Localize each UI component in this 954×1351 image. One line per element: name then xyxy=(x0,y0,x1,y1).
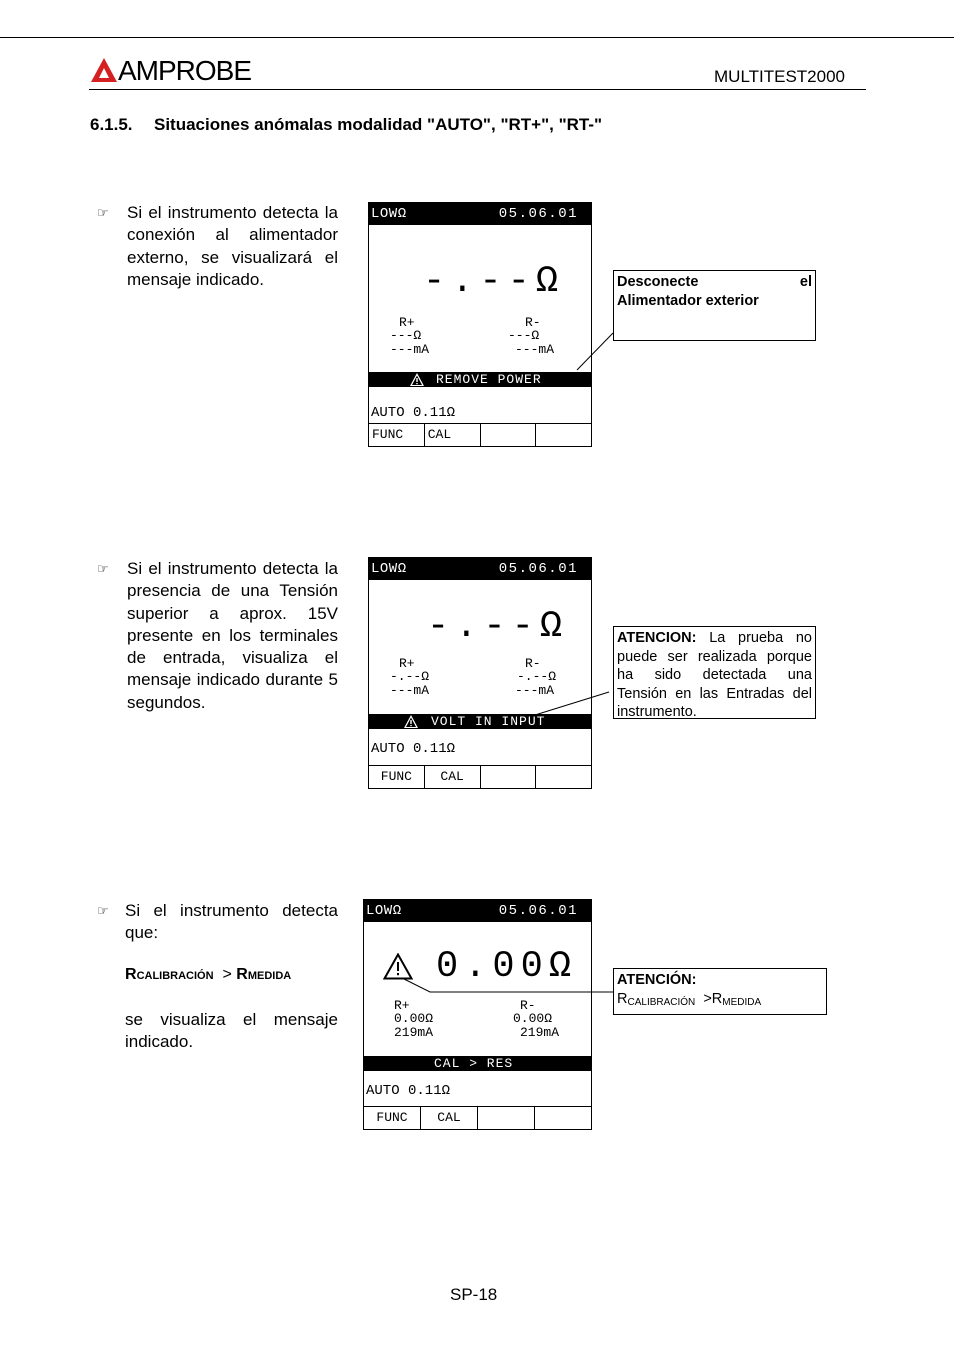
fkey-func: FUNC xyxy=(364,1107,421,1129)
lcd-date: 05.06.01 xyxy=(498,206,578,222)
fkey-cal: CAL xyxy=(425,766,481,788)
connector-line-2 xyxy=(535,692,609,715)
brand-name: AMPROBE xyxy=(118,55,252,86)
lcd-date: 05.06.01 xyxy=(498,903,578,919)
formula-r1: R xyxy=(125,966,137,983)
pointing-hand-icon: ☞ xyxy=(97,561,109,576)
pointing-hand-icon: ☞ xyxy=(97,205,109,220)
fkey-func: FUNC xyxy=(369,766,425,788)
rminus-label: R- xyxy=(525,315,541,330)
rplus-label: R+ xyxy=(399,315,415,330)
paragraph-3-outro: se visualiza el mensaje indicado. xyxy=(125,1010,338,1052)
section-title: Situaciones anómalas modalidad "AUTO", "RT+", "RT-" xyxy=(154,115,603,134)
lcd-auto-line: AUTO 0.11Ω xyxy=(371,405,456,421)
rplus-value: 0.00Ω xyxy=(394,1011,434,1026)
model-name: MULTITEST2000 xyxy=(714,67,846,86)
page-number: SP-18 xyxy=(450,1285,498,1304)
rplus-label: R+ xyxy=(399,656,415,671)
formula-r2: R xyxy=(236,966,248,983)
callout-gt: >R xyxy=(703,990,723,1007)
lcd-main-value: -.--Ω xyxy=(427,606,569,648)
lcd-main-value: -.--Ω xyxy=(423,261,565,303)
connector-line-3 xyxy=(404,979,613,992)
callout-sub1: CALIBRACIÓN xyxy=(627,996,696,1008)
rplus-value: -.--Ω xyxy=(390,669,430,684)
formula-sub1: CALIBRACIÓN xyxy=(136,970,214,982)
callout-word-2: el xyxy=(799,274,812,290)
formula-gt: > xyxy=(222,966,232,983)
lcd-banner-text: CAL > RES xyxy=(434,1056,514,1071)
rminus-current: ---mA xyxy=(515,683,555,698)
callout-r1: R xyxy=(617,990,628,1007)
lcd-mode: LOWΩ xyxy=(366,903,402,919)
fkey-func: FUNC xyxy=(369,424,425,446)
paragraph-3-intro: Si el instrumento detecta que: xyxy=(125,901,338,943)
rplus-current: 219mA xyxy=(394,1025,434,1040)
rplus-label: R+ xyxy=(394,998,410,1013)
rminus-value: 0.00Ω xyxy=(513,1011,553,1026)
rminus-value: -.--Ω xyxy=(517,669,557,684)
lcd-banner-text: REMOVE POWER xyxy=(436,372,542,387)
rminus-value: ---Ω xyxy=(508,328,540,343)
rminus-current: ---mA xyxy=(515,342,555,357)
paragraph-1: Si el instrumento detecta la conexión al alimentador externo, se visualizará el mensaje indicado. xyxy=(127,203,338,289)
rminus-label: R- xyxy=(525,656,541,671)
rplus-current: ---mA xyxy=(390,342,430,357)
fkey-cal: CAL xyxy=(421,1107,478,1129)
lcd-date: 05.06.01 xyxy=(498,561,578,577)
lcd-banner-text: VOLT IN INPUT xyxy=(431,714,546,729)
pointing-hand-icon: ☞ xyxy=(97,903,109,918)
rminus-current: 219mA xyxy=(520,1025,560,1040)
rplus-value: ---Ω xyxy=(390,328,422,343)
section-number: 6.1.5. xyxy=(90,115,133,134)
callout-bold-label: ATENCION: xyxy=(617,630,697,646)
callout-body: La prueba no puede ser realizada porque ha sido detectada una Tensión en las Entradas del instrumento. xyxy=(617,630,812,720)
paragraph-2: Si el instrumento detecta la presencia de una Tensión superior a aprox. 15V presente en los terminales de entrada, visualiza el mensaje indicado durante 5 segundos. xyxy=(127,559,338,712)
lcd-auto-line: AUTO 0.11Ω xyxy=(366,1083,451,1099)
rplus-current: ---mA xyxy=(390,683,430,698)
lcd-main-value: 0.00Ω xyxy=(436,946,578,988)
formula-sub2: MEDIDA xyxy=(247,970,292,982)
callout-line-2: Alimentador exterior xyxy=(617,292,759,309)
fkey-cal: CAL xyxy=(425,424,481,446)
callout-sub2: MEDIDA xyxy=(722,996,762,1008)
rminus-label: R- xyxy=(520,998,536,1013)
callout-word-1: Desconecte xyxy=(617,274,699,290)
callout-bold-label: ATENCIÓN: xyxy=(617,972,697,988)
lcd-mode: LOWΩ xyxy=(371,561,407,577)
lcd-mode: LOWΩ xyxy=(371,206,407,222)
lcd-auto-line: AUTO 0.11Ω xyxy=(371,741,456,757)
connector-line-1 xyxy=(577,333,613,370)
